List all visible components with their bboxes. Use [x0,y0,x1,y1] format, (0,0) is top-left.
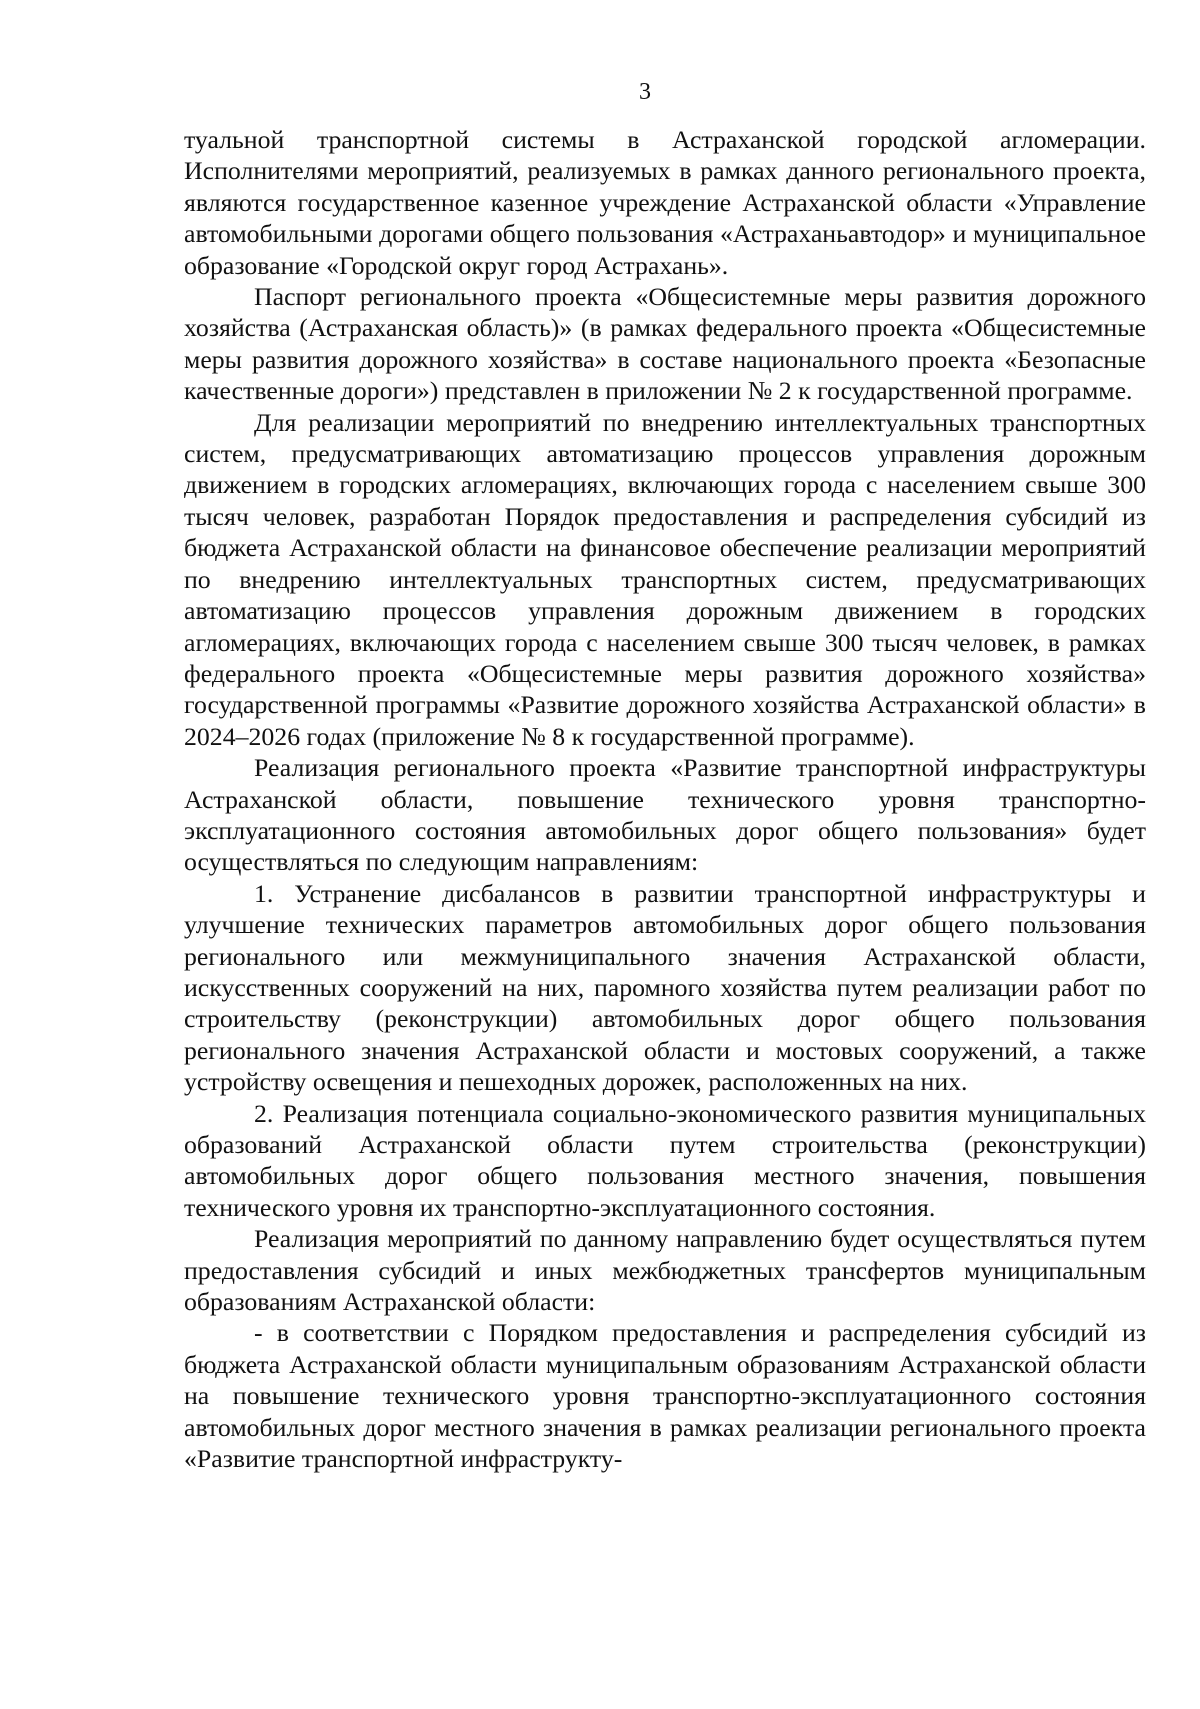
paragraph-regional-project: Реализация регионального проекта «Развитие транспортной инфраструктуры Астраханской области, повышение технического уровня транспортно-эксплуатационного состояния автомобильных дорог общего пользования» будет осуществляться по следующим направлениям: [184,753,1146,877]
paragraph-intelligent-transport: Для реализации мероприятий по внедрению интеллектуальных транспортных систем, предусматривающих автоматизацию процессов управления дорожным движением в городских агломерациях, включающих города с населением свыше 300 тысяч человек, разработан Порядок предоставления и распределения субсидий из бюджета Астраханской области на финансовое обеспечение реализации мероприятий по внедрению интеллектуальных транспортных систем, предусматривающих автоматизацию процессов управления дорожным движением в городских агломерациях, включающих города с населением свыше 300 тысяч человек, в рамках федерального проекта «Общесистемные меры развития дорожного хозяйства» государственной программы «Развитие дорожного хозяйства Астраханской области» в 2024–2026 годах (приложение № 8 к государственной программе). [184,407,1146,751]
document-body [184,124,1146,1474]
list-item-2: 2. Реализация потенциала социально-экономического развития муниципальных образований Астраханской области путем строительства (реконструкции) автомобильных дорог общего пользования местного значения, повышения технического уровня их транспортно-эксплуатационного состояния. [184,1098,1146,1222]
paragraph-implementation: Реализация мероприятий по данному направлению будет осуществляться путем предоставления субсидий и иных межбюджетных трансфертов муниципальным образованиям Астраханской области: [184,1224,1146,1317]
paragraph-passport: Паспорт регионального проекта «Общесистемные меры развития дорожного хозяйства (Астраханская область)» (в рамках федерального проекта «Общесистемные меры развития дорожного хозяйства» в составе национального проекта «Безопасные качественные дороги») представлен в приложении № 2 к государственной программе. [184,282,1146,406]
paragraph-continuation: туальной транспортной системы в Астраханской городской агломерации. Исполнителями мероприятий, реализуемых в рамках данного регионального проекта, являются государственное казенное учреждение Астраханской области «Управление автомобильными дорогами общего пользования «Астраханьавтодор» и муниципальное образование «Городской округ город Астрахань». [184,125,1146,280]
page-number: 3 [639,79,651,105]
list-item-1: 1. Устранение дисбалансов в развитии транспортной инфраструктуры и улучшение технических параметров автомобильных дорог общего пользования регионального или межмуниципального значения Астраханской области, искусственных сооружений на них, паромного хозяйства путем реализации работ по строительству (реконструкции) автомобильных дорог общего пользования регионального значения Астраханской области и мостовых сооружений, а также устройству освещения и пешеходных дорожек, расположенных на них. [184,878,1146,1097]
bullet-item-1: - в соответствии с Порядком предоставления и распределения субсидий из бюджета Астраханской области муниципальным образованиям Астраханской области на повышение технического уровня транспортно-эксплуатационного состояния автомобильных дорог местного значения в рамках реализации регионального проекта «Развитие транспортной инфраструкту- [184,1318,1146,1474]
